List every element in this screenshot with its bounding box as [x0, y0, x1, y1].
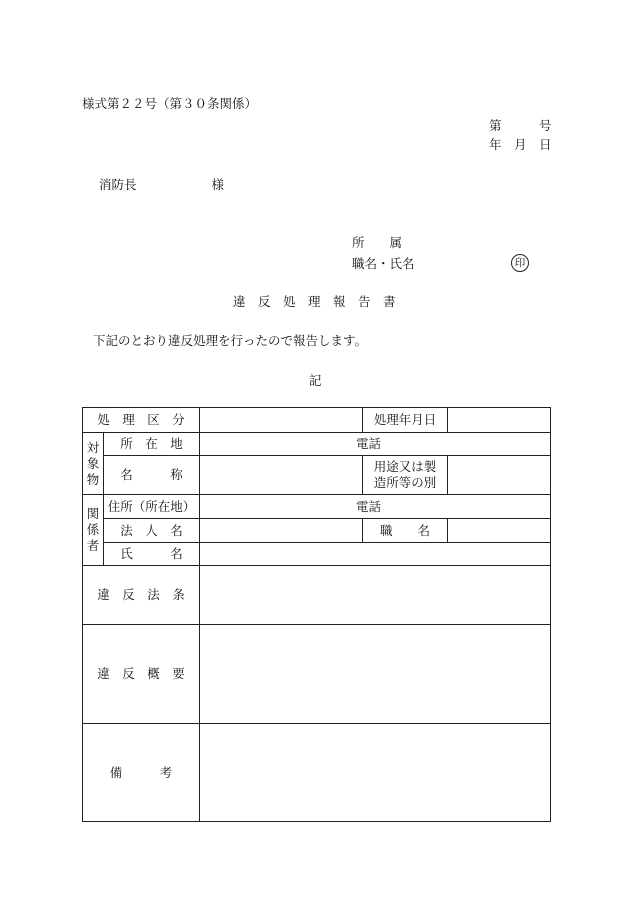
person-name-label: 氏 名 — [104, 543, 200, 566]
job-title-label: 職 名 — [363, 519, 448, 543]
report-date-label: 年 月 日 — [489, 137, 552, 152]
address-field[interactable] — [200, 495, 551, 519]
report-number-label: 第 号 — [489, 118, 552, 133]
person-name-field[interactable] — [200, 543, 551, 566]
document-title: 違 反 処 理 報 告 書 — [233, 294, 396, 309]
report-table — [82, 407, 551, 822]
processing-date-label: 処理年月日 — [363, 408, 448, 433]
intro-text: 下記のとおり違反処理を行ったので報告します。 — [93, 333, 368, 348]
processing-category-field[interactable] — [200, 408, 363, 433]
name-label: 職名・氏名 — [352, 256, 415, 271]
usage-label: 用途又は製 造所等の別 — [363, 456, 448, 495]
location-label: 所 在 地 — [104, 433, 200, 456]
violation-law-field[interactable] — [200, 566, 551, 625]
address-label: 住所（所在地） — [104, 495, 200, 519]
violation-summary-field[interactable] — [200, 625, 551, 724]
affiliation-label: 所 属 — [352, 235, 403, 250]
related-group-label: 関 係 者 — [83, 495, 104, 566]
corp-name-label: 法 人 名 — [104, 519, 200, 543]
job-title-field[interactable] — [448, 519, 551, 543]
addressee: 消防長 様 — [99, 177, 225, 192]
processing-category-label: 処 理 区 分 — [83, 408, 200, 433]
processing-date-field[interactable] — [448, 408, 551, 433]
name-label: 名 称 — [104, 456, 200, 495]
violation-law-label: 違 反 法 条 — [83, 566, 200, 625]
address-phone-label: 電話 — [356, 498, 382, 514]
violation-summary-label: 違 反 概 要 — [83, 625, 200, 724]
usage-field[interactable] — [448, 456, 551, 495]
form-id: 様式第２２号（第３０条関係） — [82, 96, 258, 111]
seal-mark: 印 — [511, 254, 529, 272]
corp-name-field[interactable] — [200, 519, 363, 543]
remarks-label: 備 考 — [83, 724, 200, 822]
target-group-label: 対 象 物 — [83, 433, 104, 495]
ki-heading: 記 — [309, 373, 322, 388]
location-phone-label: 電話 — [356, 436, 382, 451]
name-field[interactable] — [200, 456, 363, 495]
remarks-field[interactable] — [200, 724, 551, 822]
location-field[interactable] — [200, 433, 551, 456]
